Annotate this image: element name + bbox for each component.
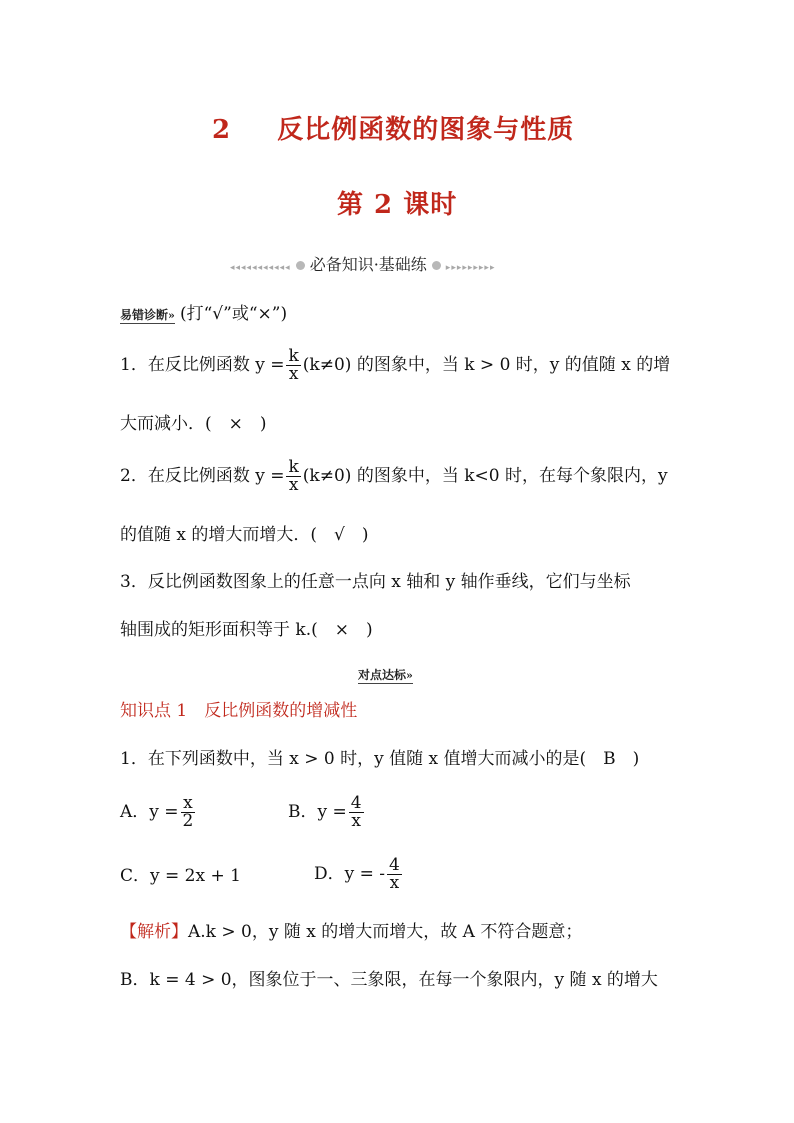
fraction-denominator: x (349, 812, 364, 830)
analysis-text: A.k > 0，y 随 x 的增大而增大，故 A 不符合题意； (188, 922, 583, 942)
item-text-post: (k≠0) 的图象中，当 k<0 时，在每个象限内，y (302, 466, 668, 486)
item-number: 1． (120, 355, 148, 375)
fraction-numerator: x (183, 793, 193, 813)
analysis-line-1 (120, 919, 582, 945)
option-label: B．y = (288, 802, 347, 822)
question-text: 1．在下列函数中，当 x > 0 时，y 值随 x 值增大而减小的是( B ) (120, 749, 640, 769)
practice-tag-text: 对点达标 (358, 668, 407, 682)
diagnosis-item-3-line2: 轴围成的矩形面积等于 k.( × ) (120, 620, 373, 640)
fraction (387, 857, 402, 892)
section-banner (230, 254, 560, 276)
knowledge-point-heading: 知识点 1 反比例函数的增减性 (120, 701, 358, 721)
diagnosis-item-1 (120, 348, 670, 383)
page-title (212, 109, 574, 146)
chapter-title: 反比例函数的图象与性质 (277, 115, 575, 145)
diagnosis-item-2-line2: 的值随 x 的增大而增大．( √ ) (120, 525, 369, 545)
diagnosis-item-3 (120, 569, 631, 595)
item-number: 3． (120, 572, 148, 592)
lesson-subtitle: 第 2 课时 (337, 190, 458, 220)
fraction-numerator: 4 (389, 855, 400, 875)
diagnosis-tag-text: 易错诊断 (120, 308, 169, 322)
banner-left-arrows: ◂◂◂◂◂◂◂◂◂◂◂ (230, 263, 291, 273)
fraction (286, 348, 300, 383)
banner-right-arrows: ▸▸▸▸▸▸▸▸▸ (445, 263, 496, 273)
diagnosis-instruction: (打“√”或“×”) (179, 304, 288, 324)
banner-left-dot-icon (296, 261, 305, 270)
analysis-label: 【解析】 (120, 922, 188, 942)
banner-text: 必备知识·基础练 (309, 255, 427, 274)
diagnosis-header (120, 301, 287, 327)
tag-arrow-icon: » (168, 309, 175, 322)
practice-tag (358, 668, 413, 684)
fraction (286, 459, 300, 494)
option-a (120, 795, 197, 830)
banner-right-dot-icon (432, 261, 441, 270)
analysis-line-2: B．k = 4 > 0，图象位于一、三象限，在每一个象限内，y 随 x 的增大 (120, 970, 658, 990)
fraction-denominator: x (387, 874, 402, 892)
item-text-post: (k≠0) 的图象中，当 k > 0 时，y 的值随 x 的增 (302, 355, 671, 375)
fraction-numerator: 4 (350, 793, 362, 813)
option-b (288, 795, 366, 830)
option-d (314, 857, 404, 892)
diagnosis-tag (120, 308, 175, 324)
option-label: A．y = (120, 802, 179, 822)
item-text-pre: 在反比例函数 y = (147, 466, 285, 486)
fraction-denominator: 2 (182, 811, 194, 831)
item-number: 2． (120, 466, 148, 486)
fraction (349, 795, 364, 830)
fraction-denominator: x (286, 476, 300, 494)
chapter-number: 2 (212, 115, 232, 145)
item-text-pre: 在反比例函数 y = (147, 355, 285, 375)
tag-arrow-icon: » (406, 669, 413, 682)
fraction-denominator: x (286, 365, 300, 383)
practice-header (358, 664, 413, 683)
diagnosis-item-1-line2: 大而减小．( × ) (120, 414, 267, 434)
option-label: C．y = 2x + 1 (120, 866, 241, 886)
diagnosis-item-2 (120, 459, 668, 494)
item-text: 反比例函数图象上的任意一点向 x 轴和 y 轴作垂线，它们与坐标 (147, 572, 631, 592)
option-c (120, 863, 241, 889)
option-label: D．y = - (314, 864, 386, 884)
fraction-numerator: k (288, 346, 299, 366)
fraction-numerator: k (288, 457, 299, 477)
fraction (181, 795, 196, 830)
